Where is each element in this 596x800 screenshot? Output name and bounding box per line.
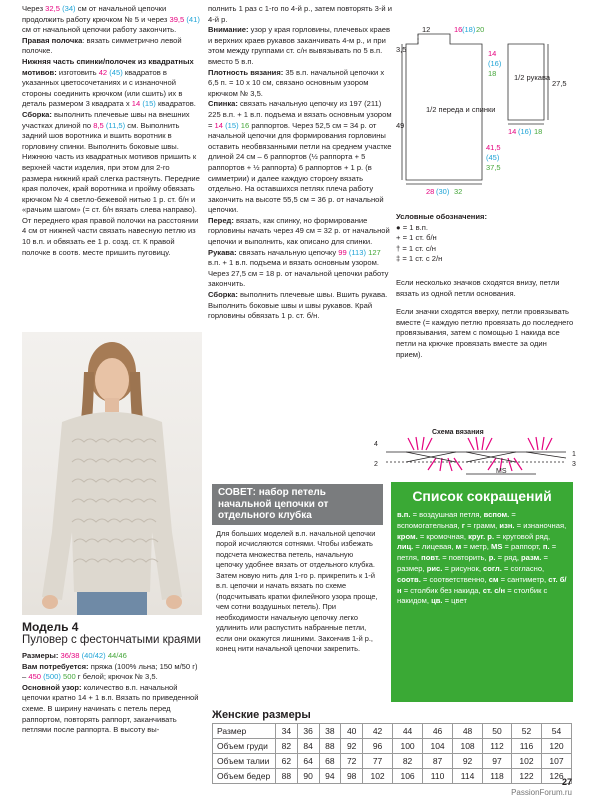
watermark: PassionForum.ru (511, 788, 572, 797)
model-description (22, 620, 202, 736)
middle-paragraph: Сборка: выполнить плечевые швы. Вшить рукава. Выполнить боковые швы и швы рукавов. Край горловины обвязать 1 р. ст. б/н. (208, 290, 388, 321)
abbr-definition: = петля, (397, 542, 557, 563)
row-2: 2 (374, 461, 378, 468)
legend-item-chain: ● = 1 в.п. (396, 222, 428, 232)
size-cell: 122 (511, 769, 541, 784)
size-cell: 94 (319, 769, 341, 784)
abbr-term: м (455, 542, 462, 552)
middle-paragraph: Внимание: узор у края горловины, плечевых краев и верхних краев рукавов заканчивать 4-м р., и при этом между группами ст. с/н вывязывать по 5 в.п. вместо 5 в.п. (208, 25, 391, 66)
sizes-row (213, 769, 572, 784)
woman-pullover-illustration (22, 332, 202, 615)
sizes-table (212, 723, 572, 784)
dim-3-5: 3,5 (396, 45, 407, 54)
abbr-definition: = рисунок, (442, 563, 484, 573)
body-label (426, 105, 495, 114)
size-cell: 112 (483, 739, 512, 754)
abbr-term: в.п. (397, 510, 411, 519)
abbreviations-box (391, 482, 573, 702)
sizes-title: Женские размеры (212, 709, 311, 721)
middle-text-column (208, 4, 392, 322)
abbr-definition: = метр, (461, 542, 492, 552)
abbr-definition: = раппорт, (502, 542, 543, 552)
dim-28: 28 (426, 187, 435, 196)
notes (396, 278, 574, 360)
legend-item-sc: + = 1 ст. б/н (396, 233, 437, 243)
abbreviations-title: Список сокращений (412, 488, 552, 504)
tip-box (212, 484, 383, 702)
pattern-diagram (396, 20, 576, 210)
row-label: Объем груди (213, 739, 276, 754)
size-cell: 87 (423, 754, 453, 769)
size-cell: 68 (319, 754, 341, 769)
left-paragraph: Через 32,5 (34) см от начальной цепочки продолжить работу крючком № 5 и через 39,5 (41) см от начальной цепочки работу закончить. (22, 4, 200, 35)
abbr-term: цв. (431, 596, 443, 606)
abbr-definition: = сантиметр, (498, 574, 549, 584)
abbr-definition: = кромочная, (417, 531, 469, 541)
legend-title: Условные обозначения: (396, 212, 488, 221)
sizes-header-row (213, 724, 572, 739)
note-2: Если значки сходятся вверху, петли провязывать вместе (= каждую петлю провязать до последнего провязывания, затем с помощью 1 накида все петли на крючке провязать вместе за один прием). (396, 307, 574, 359)
model-paragraph: Основной узор: количество в.п. начальной цепочки кратно 14 + 1 в.п. Вязать по приведенной схеме. В ширину начинать с петель перед раппортом, повторять раппорт, заканчивать петлями после раппорта. В высоту вы- (22, 682, 199, 735)
left-paragraph: От переднего края правой полочки на расстоянии 4 см от нижней части связать навесную петлю из 10 в.п. и обвязать ее 1 р. созд. ст. К правой полочке в соотв. месте пришить пуговицу. (22, 215, 199, 257)
left-paragraph: Нижняя часть спинки/полочек из квадратных мотивов: изготовить 42 (45) квадратов в указанных цветосочетаниях и с изнаночной стороны соединить крючком (или сшить) их в деталь размером 3 квадрата х 14 (15) квадратов. (22, 56, 196, 109)
abbr-definition: = круговой ряд, (494, 531, 551, 541)
size-cell: 50 (483, 724, 512, 739)
size-cell: 120 (541, 739, 571, 754)
sizes-row (213, 754, 572, 769)
abbr-definition: = согласно, (501, 563, 545, 573)
abbr-definition: = столбик с накидом, (397, 585, 548, 606)
left-paragraph: Правая полочка: вязать симметрично левой полочке. (22, 35, 182, 56)
model-paragraph: Вам потребуется: пряжа (100% льна; 150 м/50 г) – 450 (500) 500 г белой; крючок № 3,5. (22, 661, 198, 682)
model-paragraphs (22, 651, 202, 736)
page-number: 27 (561, 777, 572, 787)
abbr-definition: = изнаночная, (514, 520, 567, 530)
abbr-term: повт. (421, 553, 441, 563)
legend-item-tr: ‡ = 1 ст. с 2/н (396, 254, 443, 264)
sizes-row (213, 739, 572, 754)
size-cell: 104 (423, 739, 453, 754)
size-cell: 82 (276, 739, 298, 754)
legend-item-dc: † = 1 ст. с/н (396, 243, 436, 253)
abbr-term: кром. (397, 531, 418, 541)
left-paragraph: Сборка: выполнить плечевые швы на внешних участках длиной по 8,5 (11,5) см. Выполнить задний шов воротника и вшить воротник в горловину спинки. Выполнить боковые швы. Нижнюю часть из квадратных мотивов пришить к верхней части изделия, при этом для 2-го размера нижний край слегка растянуть. Передние края полочек, край воротника и пройму обвязать крючком № 4 светло-бежевой нитью 1 р. ст. б/н и «рачьим шагом» (= ст. б/н вязать слева направо). (22, 109, 200, 215)
dim-30: (30) (436, 187, 450, 196)
abbr-definition: = повторить, (440, 553, 489, 563)
model-title: Модель 4 (22, 620, 79, 634)
size-cell: 116 (511, 739, 541, 754)
row-label: Размер (213, 724, 276, 739)
dim-27-5: 27,5 (552, 79, 567, 88)
abbr-term: разм. (521, 553, 542, 563)
dot-icon: ● (396, 222, 401, 232)
abbr-definition: = воздушная петля, (410, 510, 484, 519)
size-cell: 84 (297, 739, 319, 754)
size-cell: 106 (393, 769, 423, 784)
size-cell: 102 (511, 754, 541, 769)
dim-16: 16 (454, 25, 463, 34)
abbr-definition: = соответственно, (420, 574, 489, 584)
abbr-term: согл. (483, 563, 502, 573)
dc-symbol-icon: † (396, 243, 401, 253)
abbreviations-list (397, 510, 567, 607)
row-label: Объем талии (213, 754, 276, 769)
sleeve-label: 1/2 рукава (514, 73, 551, 82)
body-label-text: 1/2 переда и спинки (426, 105, 496, 114)
row-1: 1 (572, 451, 576, 458)
size-cell: 100 (393, 739, 423, 754)
dim-41-5: 41,5 (486, 143, 501, 152)
size-cell: 92 (341, 739, 363, 754)
size-cell: 92 (453, 754, 483, 769)
stitch-scheme (366, 428, 586, 478)
abbr-definition: = цвет (442, 596, 467, 606)
size-cell: 88 (276, 769, 298, 784)
size-cell: 64 (297, 754, 319, 769)
dim-12: 12 (422, 25, 431, 34)
size-cell: 107 (541, 754, 571, 769)
abbr-definition: = ряд, (495, 553, 522, 563)
abbr-term: изн. (499, 520, 515, 530)
abbr-term: р. (488, 553, 496, 563)
abbr-term: лиц. (397, 542, 414, 552)
abbr-definition: = лицевая, (413, 542, 456, 552)
row-label: Объем бедер (213, 769, 276, 784)
middle-paragraph: Спинка: связать начальную цепочку из 197 (211) 225 в.п. + 1 в.п. подъема и вязать основным узором = 14 (15) 16 раппортов. Через 52,5 см = 34 р. от начальной цепочки для формирования горловины оставить необвязанными петли на среднем участке длиной 24 см – 6 раппортов (½ раппорта + 5 раппортов + ½ раппорта) 6 раппортов + 1 р. (в симметрии) и далее каждую сторону вязать отдельно. На оставшихся петлях плеча работу закончить на высоте 55,5 см = 36 р. от начальной цепочки. (208, 99, 392, 215)
model-paragraph: Размеры: 36/38 (40/42) 44/46 (22, 651, 127, 660)
size-cell: 42 (363, 724, 393, 739)
size-cell: 62 (276, 754, 298, 769)
size-cell: 96 (363, 739, 393, 754)
abbr-definition: = столбик без накида, (401, 585, 483, 595)
size-cell: 118 (483, 769, 512, 784)
dim-32: 32 (454, 187, 463, 196)
size-cell: 77 (363, 754, 393, 769)
sizes-section (212, 708, 572, 784)
size-cell: 90 (297, 769, 319, 784)
abbr-term: ст. б/н (397, 574, 567, 595)
row-4: 4 (374, 441, 378, 448)
tip-body: Для больших моделей в.п. начальной цепочки порой исчисляются сотнями. Чтобы избежать подсчета множества петель, начальную цепочку удобнее вязать от отдельного клубка. Затем новую нить для 1-го р. прикрепить к 1-й в.п. цепочки и начать вязать по схеме (подсчитывать кратки филейного узора проще, чем сотни воздушных петель). При необходимости начальную цепочку легко удлинить или распустить набранные петли, если они окажутся лишними. Закончив 1-й р., конец нити начальной цепочки закрепить. (212, 525, 383, 655)
middle-paragraph: Рукава: связать начальную цепочку 99 (113) 127 в.п. + 1 в.п. подъема и вязать основным узором. Через 27,5 см = 18 р. от начальной цепочки работу закончить. (208, 247, 389, 289)
dim-14: 14 (488, 49, 497, 58)
dim-20: 20 (476, 25, 485, 34)
model-photo (22, 332, 202, 615)
scheme-title: Схема вязания (432, 429, 484, 436)
dim-49: 49 (396, 121, 405, 130)
abbr-term: круг. р. (468, 531, 495, 541)
size-cell: 102 (363, 769, 393, 784)
dim-16b: (16) (488, 59, 502, 68)
abbr-term: MS (491, 542, 503, 552)
size-cell: 48 (453, 724, 483, 739)
size-cell: 54 (541, 724, 571, 739)
size-cell: 52 (511, 724, 541, 739)
size-cell: 38 (319, 724, 341, 739)
abbr-term: рис. (426, 563, 443, 573)
middle-paragraph: полнить 1 раз с 1-го по 4-й р., затем повторять 3-й и 4-й р. (208, 4, 393, 24)
dim-18b: 18 (488, 69, 497, 78)
abbr-definition: = грамм, (464, 520, 500, 530)
middle-paragraph: Перед: вязать, как спинку, но формирование горловины начать через 49 см = 32 р. от начальной цепочки и выполнить, как описано для спинки. (208, 215, 390, 247)
legend (396, 212, 574, 265)
size-cell: 40 (341, 724, 363, 739)
middle-paragraph: Плотность вязания: 35 в.п. начальной цепочки х 6,5 п. = 10 х 10 см, связано основным узором крючком № 3,5. (208, 67, 385, 98)
row-3: 3 (572, 461, 576, 468)
size-cell: 44 (393, 724, 423, 739)
rapport-label: MS (496, 468, 507, 475)
size-cell: 34 (276, 724, 298, 739)
size-cell: 98 (341, 769, 363, 784)
abbr-term: см (488, 574, 499, 584)
abbr-definition: = вспомогательная, (397, 510, 516, 530)
size-cell: 110 (423, 769, 453, 784)
tip-title: СОВЕТ: набор петель начальной цепочки от отдельного клубка (212, 484, 383, 525)
size-cell: 46 (423, 724, 453, 739)
left-text-column (22, 4, 200, 258)
size-cell: 108 (453, 739, 483, 754)
abbr-term: п. (542, 542, 550, 552)
abbr-term: вспом. (483, 510, 510, 519)
dim-45: (45) (486, 153, 500, 162)
abbr-definition: = размер, (397, 553, 548, 573)
model-subtitle: Пуловер с фестончатыми краями (22, 634, 201, 646)
dim-18: (18) (462, 25, 476, 34)
dim-sleeve-14: 14 (508, 127, 517, 136)
tr-symbol-icon: ‡ (396, 254, 401, 264)
note-1: Если несколько значков сходятся внизу, петли вязать из одной петли основания. (396, 278, 560, 298)
abbr-term: ст. с/н (482, 585, 506, 595)
dim-37-5: 37,5 (486, 163, 501, 172)
dim-sleeve-18: 18 (534, 127, 543, 136)
size-cell: 72 (341, 754, 363, 769)
size-cell: 88 (319, 739, 341, 754)
size-cell: 97 (483, 754, 512, 769)
size-cell: 126 (541, 769, 571, 784)
size-cell: 82 (393, 754, 423, 769)
dim-sleeve-16: (16) (518, 127, 532, 136)
size-cell: 114 (453, 769, 483, 784)
size-cell: 36 (297, 724, 319, 739)
plus-icon: + (396, 233, 401, 243)
abbr-term: г (461, 520, 465, 530)
abbr-term: соотв. (397, 574, 421, 584)
